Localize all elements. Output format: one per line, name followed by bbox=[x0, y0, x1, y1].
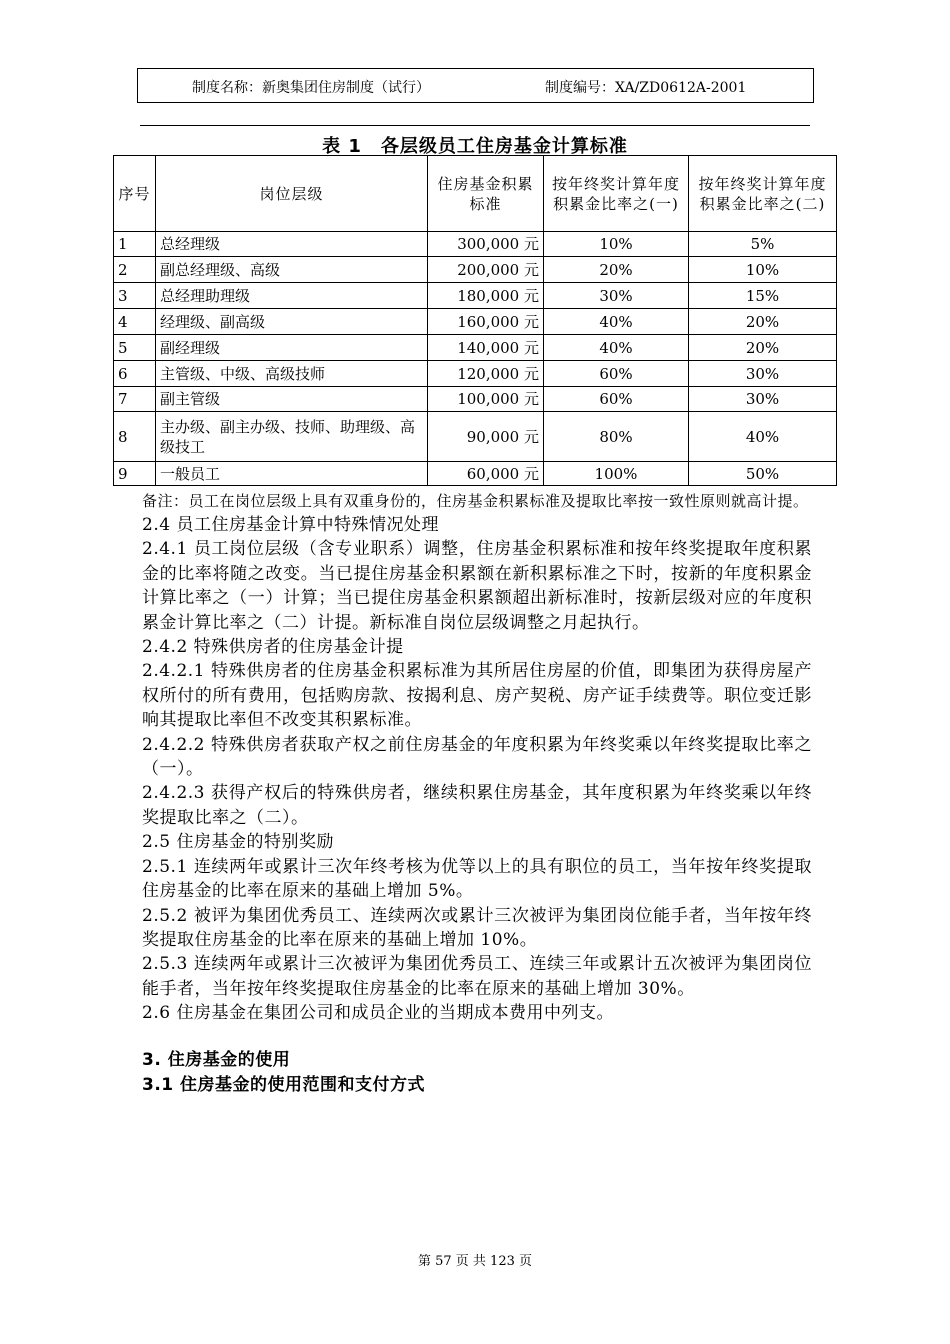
cell-standard: 90,000 元 bbox=[428, 412, 544, 462]
col-header-level: 岗位层级 bbox=[156, 156, 428, 232]
col-header-standard: 住房基金积累标准 bbox=[428, 156, 544, 232]
cell-level: 一般员工 bbox=[156, 462, 428, 486]
cell-standard: 160,000 元 bbox=[428, 309, 544, 335]
col-header-rate2: 按年终奖计算年度积累金比率之(二) bbox=[689, 156, 837, 232]
header-rule bbox=[140, 125, 810, 126]
table-title: 表 1 各层级员工住房基金计算标准 bbox=[322, 136, 628, 157]
cell-standard: 300,000 元 bbox=[428, 232, 544, 257]
cell-no: 5 bbox=[114, 335, 156, 361]
cell-rate2: 30% bbox=[689, 361, 837, 387]
section-3-1-heading: 3.1 住房基金的使用范围和支付方式 bbox=[142, 1074, 426, 1095]
table-row bbox=[114, 257, 837, 283]
cell-rate2: 20% bbox=[689, 335, 837, 361]
cell-rate1: 20% bbox=[544, 257, 689, 283]
cell-no: 7 bbox=[114, 387, 156, 412]
document-body bbox=[142, 489, 812, 1098]
policy-name: 制度名称：新奥集团住房制度（试行） bbox=[192, 80, 430, 96]
cell-level: 副经理级 bbox=[156, 335, 428, 361]
paragraph-2-5-2: 2.5.2 被评为集团优秀员工、连续两次或累计三次被评为集团岗位能手者，当年按年终奖提取住房基金的比率在原来的基础上增加 10%。 bbox=[142, 905, 812, 950]
cell-rate2: 40% bbox=[689, 412, 837, 462]
cell-no: 4 bbox=[114, 309, 156, 335]
table-row bbox=[114, 412, 837, 462]
table-row bbox=[114, 361, 837, 387]
cell-rate1: 30% bbox=[544, 283, 689, 309]
cell-level: 主办级、副主办级、技师、助理级、高级技工 bbox=[156, 412, 428, 462]
cell-rate2: 20% bbox=[689, 309, 837, 335]
table-header-row bbox=[114, 156, 837, 232]
table-row bbox=[114, 335, 837, 361]
paragraph-2-4-2-1: 2.4.2.1 特殊供房者的住房基金积累标准为其所居住房屋的价值，即集团为获得房屋产权所付的所有费用，包括购房款、按揭利息、房产契税、房产证手续费等。职位变迁影响其提取比率但不改变其积累标准。 bbox=[142, 661, 812, 731]
section-3-heading: 3. 住房基金的使用 bbox=[142, 1049, 291, 1070]
section-2-4-2-heading: 2.4.2 特殊供房者的住房基金计提 bbox=[142, 637, 404, 658]
spacer bbox=[142, 1026, 812, 1048]
table-row bbox=[114, 387, 837, 412]
cell-rate1: 60% bbox=[544, 387, 689, 412]
cell-standard: 140,000 元 bbox=[428, 335, 544, 361]
cell-no: 9 bbox=[114, 462, 156, 486]
cell-standard: 60,000 元 bbox=[428, 462, 544, 486]
cell-no: 8 bbox=[114, 412, 156, 462]
section-2-4-heading: 2.4 员工住房基金计算中特殊情况处理 bbox=[142, 515, 439, 535]
cell-rate1: 40% bbox=[544, 335, 689, 361]
cell-rate1: 60% bbox=[544, 361, 689, 387]
cell-level: 副总经理级、高级 bbox=[156, 257, 428, 283]
section-2-5-heading: 2.5 住房基金的特别奖励 bbox=[142, 832, 334, 853]
cell-standard: 100,000 元 bbox=[428, 387, 544, 412]
document-header bbox=[137, 68, 814, 103]
paragraph-2-4-2-3: 2.4.2.3 获得产权后的特殊供房者，继续积累住房基金，其年度积累为年终奖乘以年终奖提取比率之（二）。 bbox=[142, 783, 812, 828]
cell-rate1: 10% bbox=[544, 232, 689, 257]
cell-rate2: 5% bbox=[689, 232, 837, 257]
table-row bbox=[114, 309, 837, 335]
paragraph-2-4-2-2: 2.4.2.2 特殊供房者获取产权之前住房基金的年度积累为年终奖乘以年终奖提取比率之（一）。 bbox=[142, 734, 812, 780]
cell-standard: 120,000 元 bbox=[428, 361, 544, 387]
table-note: 备注：员工在岗位层级上具有双重身份的，住房基金积累标准及提取比率按一致性原则就高计提。 bbox=[142, 492, 809, 510]
page-footer: 第 57 页 共 123 页 bbox=[417, 1254, 533, 1269]
cell-no: 6 bbox=[114, 361, 156, 387]
cell-rate1: 100% bbox=[544, 462, 689, 486]
cell-level: 总经理助理级 bbox=[156, 283, 428, 309]
cell-level: 经理级、副高级 bbox=[156, 309, 428, 335]
cell-standard: 200,000 元 bbox=[428, 257, 544, 283]
cell-level: 副主管级 bbox=[156, 387, 428, 412]
cell-no: 3 bbox=[114, 283, 156, 309]
paragraph-2-6: 2.6 住房基金在集团公司和成员企业的当期成本费用中列支。 bbox=[142, 1003, 614, 1024]
housing-fund-table bbox=[113, 155, 837, 486]
cell-no: 1 bbox=[114, 232, 156, 257]
cell-rate2: 15% bbox=[689, 283, 837, 309]
cell-level: 总经理级 bbox=[156, 232, 428, 257]
cell-level: 主管级、中级、高级技师 bbox=[156, 361, 428, 387]
cell-rate1: 80% bbox=[544, 412, 689, 462]
cell-rate1: 40% bbox=[544, 309, 689, 335]
table-row bbox=[114, 232, 837, 257]
table-row bbox=[114, 462, 837, 486]
col-header-rate1: 按年终奖计算年度积累金比率之(一) bbox=[544, 156, 689, 232]
cell-rate2: 30% bbox=[689, 387, 837, 412]
paragraph-2-4-1: 2.4.1 员工岗位层级（含专业职系）调整，住房基金积累标准和按年终奖提取年度积累金的比率将随之改变。当已提住房基金积累额在新积累标准之下时，按新的年度积累金计算比率之（一）计算；当已提住房基金积累额超出新标准时，按新层级对应的年度积累金计算比率之（二）计提。新标准自岗位层级调整之月起执行。 bbox=[142, 539, 812, 633]
cell-no: 2 bbox=[114, 257, 156, 283]
cell-standard: 180,000 元 bbox=[428, 283, 544, 309]
col-header-no: 序号 bbox=[114, 156, 156, 232]
policy-code: 制度编号：XA/ZD0612A-2001 bbox=[545, 80, 747, 96]
table-row bbox=[114, 283, 837, 309]
cell-rate2: 50% bbox=[689, 462, 837, 486]
paragraph-2-5-1: 2.5.1 连续两年或累计三次年终考核为优等以上的具有职位的员工，当年按年终奖提取住房基金的比率在原来的基础上增加 5%。 bbox=[142, 856, 812, 902]
cell-rate2: 10% bbox=[689, 257, 837, 283]
paragraph-2-5-3: 2.5.3 连续两年或累计三次被评为集团优秀员工、连续三年或累计五次被评为集团岗位能手者，当年按年终奖提取住房基金的比率在原来的基础上增加 30%。 bbox=[142, 954, 812, 999]
